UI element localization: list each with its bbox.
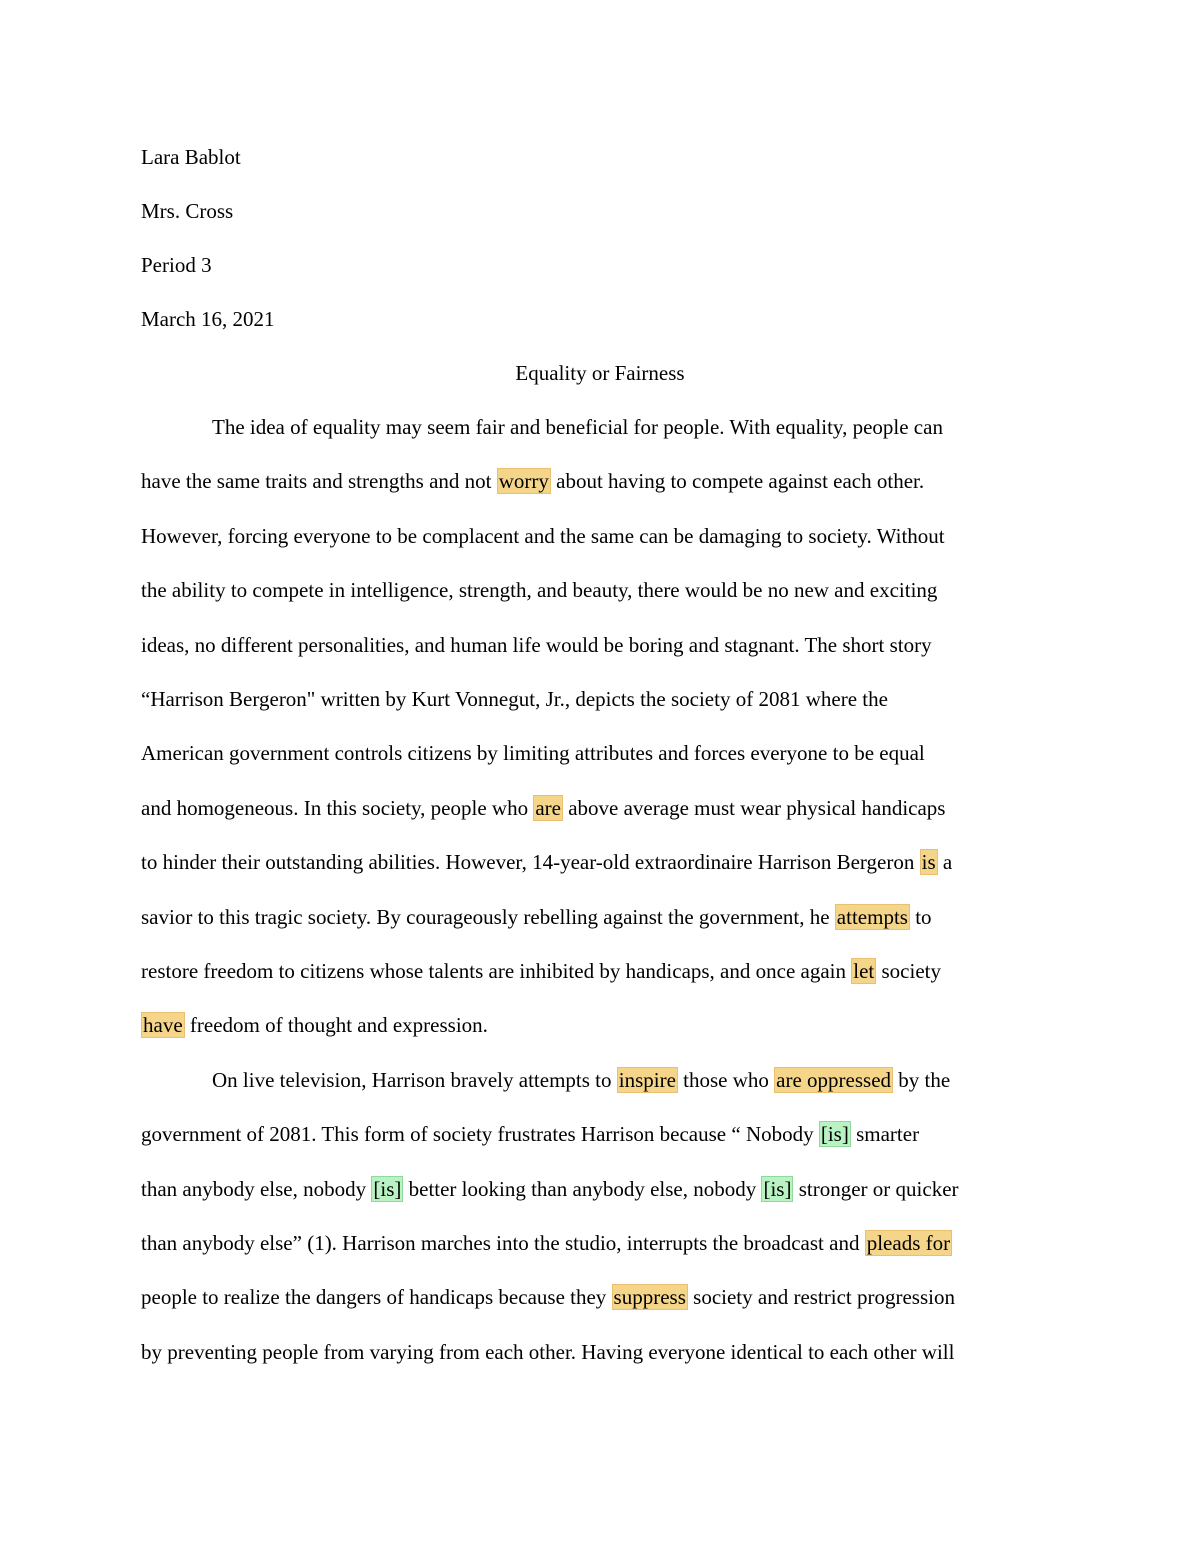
text-run: by preventing people from varying from each other. Having everyone identical to each other will (141, 1339, 955, 1364)
class-period: Period 3 (141, 253, 212, 277)
highlighted-word-yellow: worry (498, 469, 549, 494)
body-line (141, 1337, 954, 1367)
body-line (141, 1228, 952, 1258)
text-run: better looking than anybody else, nobody (403, 1176, 762, 1201)
essay-title: Equality or Fairness (515, 361, 685, 385)
text-run: restore freedom to citizens whose talents are inhibited by handicaps, and once again (141, 959, 852, 983)
text-run: The idea of equality may seem fair and beneficial for people. With equality, people can (212, 415, 943, 439)
body-line (141, 738, 925, 768)
teacher-name: Mrs. Cross (141, 199, 234, 223)
text-run: ideas, no different personalities, and human life would be boring and stagnant. The short story (141, 632, 932, 657)
text-run: to (909, 904, 932, 929)
text-run: the ability to compete in intelligence, strength, and beauty, there would be no new and exciting (141, 578, 938, 603)
highlighted-word-yellow: inspire (618, 1067, 676, 1092)
text-run: freedom of thought and expression. (184, 1013, 488, 1038)
body-line (141, 1174, 959, 1204)
text-run: than anybody else, nobody (141, 1176, 372, 1201)
highlighted-word-yellow: suppress (613, 1285, 686, 1310)
body-line (141, 466, 924, 496)
body-line (141, 684, 888, 714)
text-run: On live television, Harrison bravely attempts to (212, 1067, 617, 1092)
text-run: people to realize the dangers of handicaps because they (141, 1285, 612, 1310)
text-run: society and restrict progression (687, 1285, 955, 1310)
text-run: However, forcing everyone to be complacent and the same can be damaging to society. Without (141, 523, 945, 548)
highlighted-word-yellow: attempts (836, 904, 908, 929)
text-run: government of 2081. This form of society frustrates Harrison because “ Nobody (141, 1122, 819, 1147)
body-line (141, 575, 937, 605)
body-line (141, 1010, 488, 1040)
text-run: stronger or quicker (793, 1176, 959, 1201)
text-run: society (876, 959, 941, 983)
text-run: American government controls citizens by limiting attributes and forces everyone to be equal (141, 741, 925, 766)
text-run: “Harrison Bergeron" written by Kurt Vonnegut, Jr., depicts the society of 2081 where the (141, 687, 888, 711)
essay-date: March 16, 2021 (141, 307, 275, 331)
highlighted-word-yellow: let (853, 959, 875, 983)
text-run: about having to compete against each other. (550, 469, 925, 494)
highlighted-word-green: [is] (763, 1176, 792, 1201)
highlighted-word-yellow: is (921, 850, 936, 875)
text-run: those who (677, 1067, 775, 1092)
text-run: savior to this tragic society. By courageously rebelling against the government, he (141, 904, 835, 929)
text-run: than anybody else” (1). Harrison marches into the studio, interrupts the broadcast and (141, 1231, 865, 1255)
highlighted-word-yellow: have (143, 1013, 183, 1038)
text-run: and homogeneous. In this society, people who (141, 795, 534, 820)
text-run: by the (893, 1067, 951, 1092)
student-name: Lara Bablot (141, 145, 241, 169)
text-run: above average must wear physical handicaps (562, 795, 946, 820)
text-run: to hinder their outstanding abilities. However, 14-year-old extraordinaire Harrison Bergeron (141, 850, 920, 875)
body-line (141, 956, 941, 986)
body-line (141, 1119, 919, 1149)
body-line (141, 902, 932, 932)
highlighted-word-green: [is] (373, 1176, 402, 1201)
highlighted-word-green: [is] (820, 1122, 849, 1147)
body-line (141, 847, 952, 877)
body-line (141, 521, 945, 551)
body-line (141, 793, 945, 823)
body-line (212, 1065, 950, 1095)
body-line (212, 412, 943, 442)
body-line (141, 1282, 955, 1312)
highlighted-word-yellow: are (535, 795, 561, 820)
text-run: have the same traits and strengths and not (141, 469, 497, 494)
highlighted-word-yellow: are oppressed (776, 1067, 892, 1092)
text-run: smarter (850, 1122, 920, 1147)
body-line (141, 630, 932, 660)
highlighted-word-yellow: pleads for (866, 1231, 951, 1255)
text-run: a (937, 850, 953, 875)
